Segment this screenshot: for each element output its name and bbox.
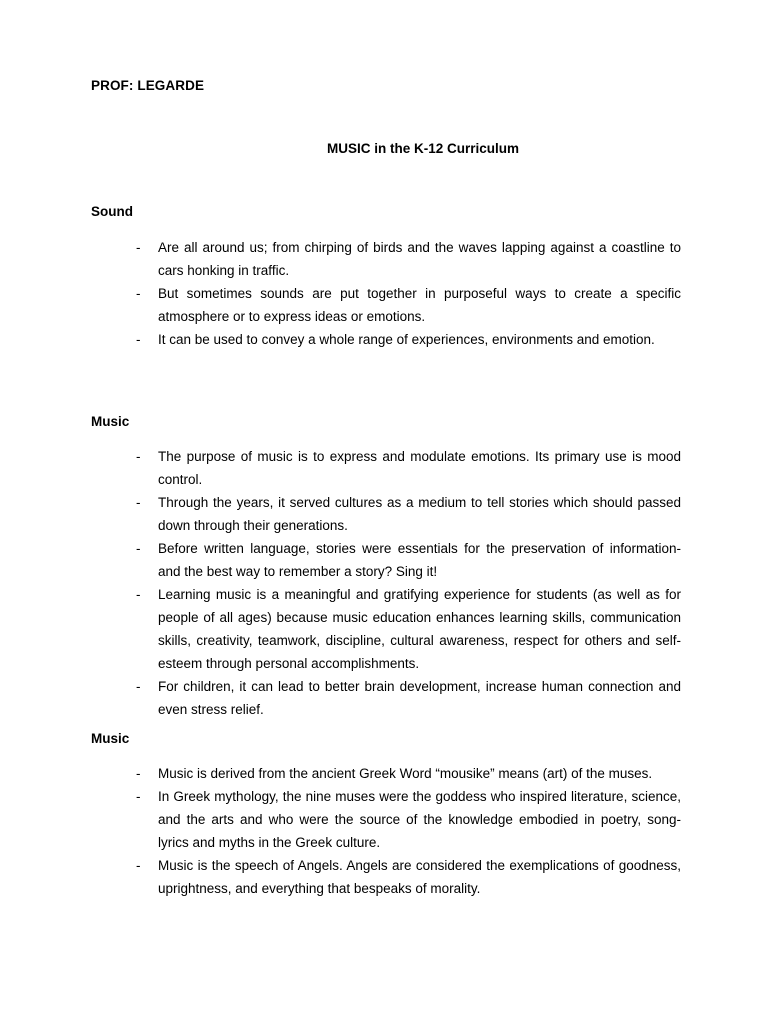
bullet-list <box>91 762 681 900</box>
bullet-marker: - <box>136 679 141 694</box>
bullet-text: But sometimes sounds are put together in purposeful ways to create a specific atmosphere or to express ideas or emotions. <box>158 286 681 324</box>
bullet-marker: - <box>136 240 141 255</box>
bullet-item <box>91 328 681 351</box>
professor-name: PROF: LEGARDE <box>91 78 205 93</box>
bullet-list <box>91 445 681 721</box>
bullet-item <box>91 236 681 282</box>
bullet-item <box>91 854 681 900</box>
bullet-text: It can be used to convey a whole range of experiences, environments and emotion. <box>158 332 655 347</box>
bullet-item <box>91 537 681 583</box>
bullet-text: Through the years, it served cultures as a medium to tell stories which should passed down through their generations. <box>158 495 681 533</box>
document-title: MUSIC in the K-12 Curriculum <box>326 141 520 156</box>
section-heading: Sound <box>91 204 133 219</box>
bullet-list <box>91 236 681 351</box>
bullet-item <box>91 282 681 328</box>
bullet-item <box>91 675 681 721</box>
bullet-item <box>91 445 681 491</box>
bullet-marker: - <box>136 766 141 781</box>
bullet-text: Learning music is a meaningful and gratifying experience for students (as well as for people of all ages) because music education enhances learning skills, communication skills, creativity, teamwork, discipline, cultural awareness, respect for others and self- esteem through personal accomplishments. <box>158 587 681 671</box>
bullet-text: Before written language, stories were essentials for the preservation of information- and the best way to remember a story? Sing it! <box>158 541 681 579</box>
bullet-marker: - <box>136 858 141 873</box>
bullet-item <box>91 583 681 675</box>
bullet-marker: - <box>136 449 141 464</box>
bullet-item <box>91 785 681 854</box>
section-music-origin <box>91 731 681 900</box>
bullet-marker: - <box>136 286 141 301</box>
bullet-marker: - <box>136 789 141 804</box>
bullet-marker: - <box>136 541 141 556</box>
bullet-text: Music is derived from the ancient Greek Word “mousike” means (art) of the muses. <box>158 766 653 781</box>
bullet-marker: - <box>136 495 141 510</box>
bullet-text: In Greek mythology, the nine muses were the goddess who inspired literature, science, and the arts and who were the source of the knowledge embodied in poetry, song- lyrics and myths in the Greek culture. <box>158 789 681 850</box>
bullet-text: For children, it can lead to better brain development, increase human connection and even stress relief. <box>158 679 681 717</box>
bullet-text: Music is the speech of Angels. Angels are considered the exemplications of goodness, uprightness, and everything that bespeaks of morality. <box>158 858 681 896</box>
section-heading: Music <box>91 731 130 746</box>
bullet-marker: - <box>136 332 141 347</box>
bullet-text: The purpose of music is to express and modulate emotions. Its primary use is mood control. <box>158 449 681 487</box>
bullet-text: Are all around us; from chirping of birds and the waves lapping against a coastline to cars honking in traffic. <box>158 240 681 278</box>
bullet-item <box>91 762 681 785</box>
section-music <box>91 414 681 721</box>
bullet-marker: - <box>136 587 141 602</box>
section-heading: Music <box>91 414 130 429</box>
section-sound <box>91 204 681 351</box>
bullet-item <box>91 491 681 537</box>
